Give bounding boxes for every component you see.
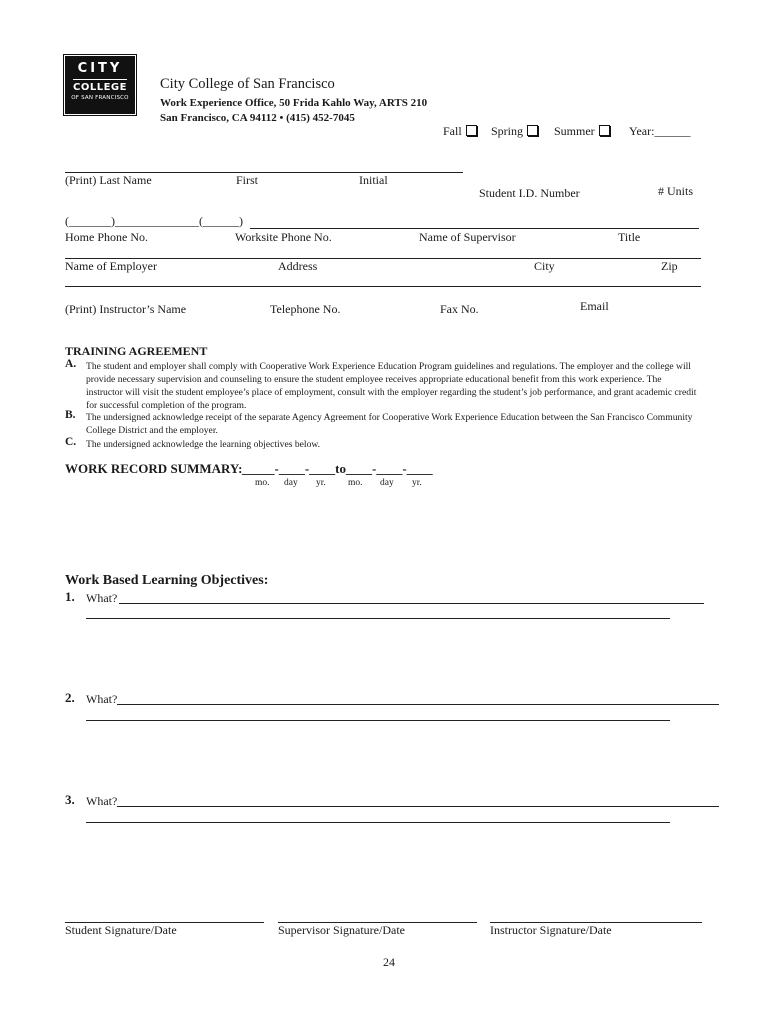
logo-sf-text: OF SAN FRANCISCO: [71, 95, 129, 101]
item-b-text: The undersigned acknowledge receipt of the separate Agency Agreement for Cooperative Work Experience Education between the San Francisco Community College District and the employer.: [86, 412, 693, 436]
work-record-label: WORK RECORD SUMMARY:: [65, 461, 243, 476]
office-city-phone: San Francisco, CA 94112 • (415) 452-7045: [160, 112, 355, 124]
month-from: mo.: [255, 478, 270, 488]
worksite-phone-label: Worksite Phone No.: [235, 230, 332, 244]
instructor-line[interactable]: [65, 286, 701, 287]
term-summer: [554, 124, 610, 139]
objective-1-label: What?: [86, 591, 118, 605]
home-phone-label: Home Phone No.: [65, 230, 148, 244]
objective-3-line-2[interactable]: [86, 822, 670, 823]
work-record-blanks[interactable]: _____-____-____to____-____-____: [242, 461, 433, 476]
spring-checkbox[interactable]: [527, 125, 538, 136]
objective-1-number: 1.: [65, 589, 75, 604]
zip-label: Zip: [661, 259, 678, 273]
day-from: day: [284, 478, 298, 488]
item-a-mark: A.: [65, 358, 77, 370]
objective-3-line-1[interactable]: [117, 806, 719, 807]
item-c-text: The undersigned acknowledge the learning objectives below.: [86, 439, 321, 450]
objective-1-line-1[interactable]: [119, 603, 704, 604]
student-signature-label: Student Signature/Date: [65, 923, 177, 937]
logo-city-text: CITY: [77, 61, 123, 76]
year-to: yr.: [412, 478, 422, 488]
objective-3-number: 3.: [65, 792, 75, 807]
item-b-mark: B.: [65, 409, 76, 421]
summer-checkbox[interactable]: [599, 125, 610, 136]
supervisor-line[interactable]: [250, 228, 699, 229]
objective-2-line-2[interactable]: [86, 720, 670, 721]
units-label: # Units: [658, 184, 694, 198]
first-name-label: First: [236, 173, 259, 187]
objective-1-line-2[interactable]: [86, 618, 670, 619]
logo-college-text: COLLEGE: [73, 82, 127, 93]
term-spring: [491, 124, 538, 139]
page-number: 24: [383, 955, 395, 969]
address-label: Address: [278, 259, 318, 273]
year-from: yr.: [316, 478, 326, 488]
title-label: Title: [618, 230, 641, 244]
city-label: City: [534, 259, 555, 273]
objective-2-line-1[interactable]: [117, 704, 719, 705]
last-name-label: (Print) Last Name: [65, 173, 152, 187]
phone-blanks[interactable]: (_______)______________(______): [65, 214, 243, 228]
employer-line[interactable]: [65, 258, 701, 259]
supervisor-signature-label: Supervisor Signature/Date: [278, 923, 405, 937]
supervisor-label: Name of Supervisor: [419, 230, 516, 244]
office-address: Work Experience Office, 50 Frida Kahlo Way, ARTS 210: [160, 97, 428, 109]
email-label: Email: [580, 299, 609, 313]
initial-label: Initial: [359, 173, 388, 187]
year-field[interactable]: Year:______: [629, 124, 691, 138]
month-to: mo.: [348, 478, 363, 488]
objective-3-label: What?: [86, 794, 118, 808]
college-title: City College of San Francisco: [160, 76, 335, 92]
objective-2-label: What?: [86, 692, 118, 706]
day-to: day: [380, 478, 394, 488]
objective-2-number: 2.: [65, 690, 75, 705]
fax-label: Fax No.: [440, 302, 479, 316]
college-logo: [63, 54, 137, 116]
objectives-heading: Work Based Learning Objectives:: [65, 573, 269, 588]
employer-label: Name of Employer: [65, 259, 157, 273]
telephone-label: Telephone No.: [270, 302, 341, 316]
student-id-label: Student I.D. Number: [479, 186, 580, 200]
instructor-signature-label: Instructor Signature/Date: [490, 923, 612, 937]
fall-label: Fall: [443, 124, 462, 138]
item-a-text: The student and employer shall comply with Cooperative Work Experience Education Program guidelines and regulations. The employer and the college will provide necessary supervision and counseling to ensure the student employee receives appropriate educational benefit from this work experience. The instructor will visit the student employee’s place of employment, consult with the employer regarding the student’s job performance, and grant academic credit for successful completion of the program.: [86, 361, 697, 411]
training-agreement-heading: TRAINING AGREEMENT: [65, 344, 208, 358]
fall-checkbox[interactable]: [466, 125, 477, 136]
term-fall: [443, 124, 477, 139]
spring-label: Spring: [491, 124, 524, 138]
item-c-mark: C.: [65, 436, 77, 448]
instructor-label: (Print) Instructor’s Name: [65, 302, 187, 316]
logo-divider: [73, 79, 127, 80]
summer-label: Summer: [554, 124, 595, 138]
